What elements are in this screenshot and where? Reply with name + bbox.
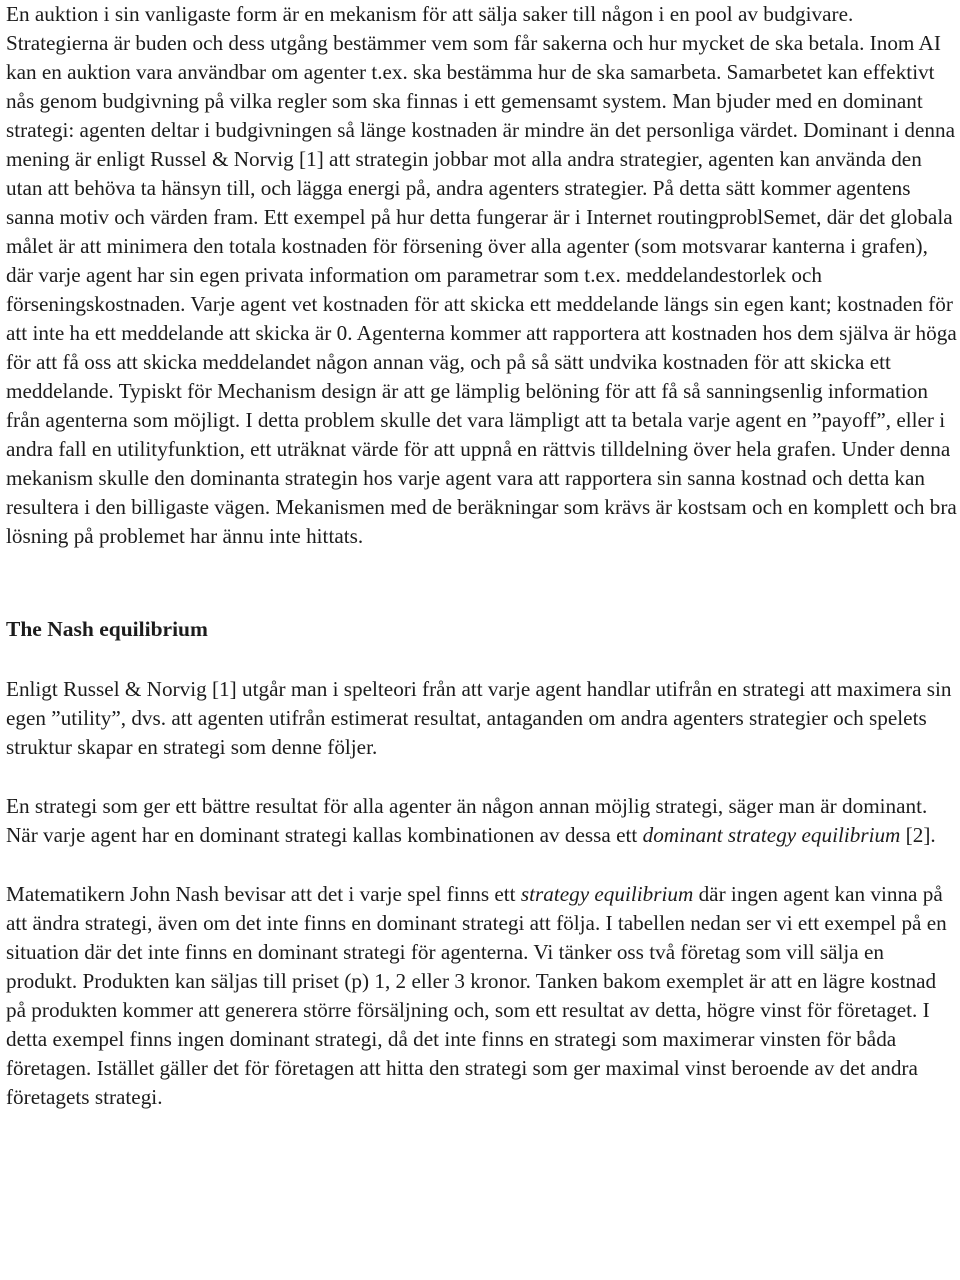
paragraph-3-text-start: En strategi som ger ett bättre resultat för alla agenter än någon annan möjlig strategi, säger man är dominant. När varje agent har en dominant strategi kallas kombinationen av dessa ett bbox=[6, 794, 928, 847]
term-dominant-strategy-equilibrium: dominant strategy equilibrium bbox=[642, 823, 901, 847]
paragraph-4-text-start: Matematikern John Nash bevisar att det i varje spel finns ett bbox=[6, 882, 521, 906]
paragraph-3-text-end: [2]. bbox=[900, 823, 936, 847]
paragraph-dominant-strategy bbox=[6, 792, 958, 850]
paragraph-4-text-end: där ingen agent kan vinna på att ändra strategi, även om det inte finns en dominant strategi att följa. I tabellen nedan ser vi ett exempel på en situation där det inte finns en dominant strategi för agenterna. Vi tänker oss två företag som vill sälja en produkt. Produkten kan säljas till priset (p) 1, 2 eller 3 kronor. Tanken bakom exemplet är att en lägre kostnad på produkten kommer att generera större försäljning och, som ett resultat av detta, högre vinst för företaget. I detta exempel finns ingen dominant strategi, då det inte finns en strategi som maximerar vinsten för båda företagen. Istället gäller det för företagen att hitta den strategi som ger maximal vinst beroende av det andra företagets strategi. bbox=[6, 882, 947, 1109]
term-strategy-equilibrium: strategy equilibrium bbox=[520, 882, 694, 906]
section-heading-nash-equilibrium: The Nash equilibrium bbox=[6, 617, 208, 641]
paragraph-auction-mechanism: En auktion i sin vanligaste form är en mekanism för att sälja saker till någon i en pool av budgivare. Strategierna är buden och dess utgång bestämmer vem som får sakerna och hur mycket de ska betala. Inom AI kan en auktion vara användbar om agenter t.ex. ska bestämma hur de ska samarbeta. Samarbetet kan effektivt nås genom budgivning på vilka regler som ska finnas i ett gemensamt system. Man bjuder med en dominant strategi: agenten deltar i budgivningen så länge kostnaden är mindre än det personliga värdet. Dominant i denna mening är enligt Russel & Norvig [1] att strategin jobbar mot alla andra strategier, agenten kan använda den utan att behöva ta hänsyn till, och lägga energi på, andra agenters strategier. På detta sätt kommer agentens sanna motiv och värden fram. Ett exempel på hur detta fungerar är i Internet routingproblSemet, där det globala målet är att minimera den totala kostnaden för försening över alla agenter (som motsvarar kanterna i grafen), där varje agent har sin egen privata information om parametrar som t.ex. meddelandestorlek och förseningskostnaden. Varje agent vet kostnaden för att skicka ett meddelande längs sin egen kant; kostnaden för att inte ha ett meddelande att skicka är 0. Agenterna kommer att rapportera att kostnaden hos dem själva är höga för att få oss att skicka meddelandet någon annan väg, och på så sätt undvika kostnaden för att skicka ett meddelande. Typiskt för Mechanism design är att ge lämplig belöning för att få så sanningsenlig information från agenterna som möjligt. I detta problem skulle det vara lämpligt att ta betala varje agent en ”payoff”, eller i andra fall en utilityfunktion, ett uträknat värde för att uppnå en rättvis tilldelning över hela grafen. Under denna mekanism skulle den dominanta strategin hos varje agent vara att rapportera sin sanna kostnad och detta kan resultera i den billigaste vägen. Mekanismen med de beräkningar som krävs är kostsam och en komplett och bra lösning på problemet har ännu inte hittats. bbox=[6, 2, 957, 548]
paragraph-nash-example bbox=[6, 880, 958, 1112]
document-page bbox=[6, 0, 958, 1112]
paragraph-game-theory-utility: Enligt Russel & Norvig [1] utgår man i spelteori från att varje agent handlar utifrån en strategi att maximera sin egen ”utility”, dvs. att agenten utifrån estimerat resultat, antaganden om andra agenters strategier och spelets struktur skapar en strategi som denne följer. bbox=[6, 677, 952, 759]
